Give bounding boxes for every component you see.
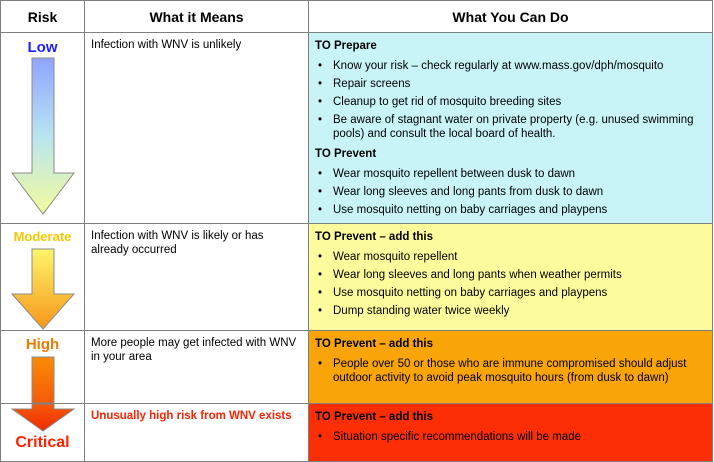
down-arrow-icon bbox=[1, 33, 85, 217]
prevent-list bbox=[315, 357, 706, 385]
risk-row-low bbox=[1, 33, 713, 224]
risk-cell-moderate bbox=[1, 224, 85, 331]
meaning-low: Infection with WNV is unlikely bbox=[85, 33, 309, 224]
list-item: • Wear long sleeves and long pants from dusk to dawn bbox=[333, 185, 706, 199]
risk-cell-high bbox=[1, 331, 85, 404]
actions-critical bbox=[309, 404, 713, 462]
prepare-list bbox=[315, 59, 706, 141]
risk-row-high bbox=[1, 331, 713, 404]
meaning-high: More people may get infected with WNV in your area bbox=[85, 331, 309, 404]
risk-cell-low bbox=[1, 33, 85, 224]
prevent-list bbox=[315, 250, 706, 318]
actions-high bbox=[309, 331, 713, 404]
header-what-it-means: What it Means bbox=[85, 1, 309, 33]
risk-level-low: Low bbox=[27, 39, 58, 56]
down-arrow-head-icon bbox=[1, 404, 85, 462]
list-item: • Dump standing water twice weekly bbox=[333, 304, 706, 318]
list-item: • Repair screens bbox=[333, 77, 706, 91]
risk-level-high: High bbox=[25, 336, 60, 353]
header-what-you-can-do: What You Can Do bbox=[309, 1, 713, 33]
actions-low bbox=[309, 33, 713, 224]
list-item: • Use mosquito netting on baby carriages and playpens bbox=[333, 203, 706, 217]
list-item: • Cleanup to get rid of mosquito breeding sites bbox=[333, 95, 706, 109]
section-title-to-prevent-add: TO Prevent – add this bbox=[315, 411, 434, 423]
list-item: • Know your risk – check regularly at www.mass.gov/dph/mosquito bbox=[333, 59, 706, 73]
section-title-to-prevent-add: TO Prevent – add this bbox=[315, 231, 434, 243]
list-item: • People over 50 or those who are immune compromised should adjust outdoor activity to avoid peak mosquito hours (from dusk to dawn) bbox=[333, 357, 706, 385]
list-item: • Wear mosquito repellent between dusk to dawn bbox=[333, 167, 706, 181]
risk-cell-critical bbox=[1, 404, 85, 462]
meaning-moderate: Infection with WNV is likely or has already occurred bbox=[85, 224, 309, 331]
header-row bbox=[1, 1, 713, 33]
meaning-critical: Unusually high risk from WNV exists bbox=[85, 404, 309, 462]
prevent-list bbox=[315, 430, 706, 444]
risk-level-critical: Critical bbox=[15, 434, 70, 451]
header-risk: Risk bbox=[1, 1, 85, 33]
list-item: • Use mosquito netting on baby carriages and playpens bbox=[333, 286, 706, 300]
list-item: • Wear long sleeves and long pants when weather permits bbox=[333, 268, 706, 282]
list-item: • Wear mosquito repellent bbox=[333, 250, 706, 264]
risk-level-moderate: Moderate bbox=[13, 229, 72, 244]
section-title-to-prevent: TO Prevent bbox=[315, 148, 377, 160]
risk-row-moderate bbox=[1, 224, 713, 331]
risk-row-critical bbox=[1, 404, 713, 462]
list-item: • Be aware of stagnant water on private property (e.g. unused swimming pools) and consult the local board of health. bbox=[333, 113, 706, 141]
list-item: • Situation specific recommendations will be made bbox=[333, 430, 706, 444]
prevent-list bbox=[315, 167, 706, 217]
section-title-to-prevent-add: TO Prevent – add this bbox=[315, 338, 434, 350]
section-title-to-prepare: TO Prepare bbox=[315, 40, 377, 52]
actions-moderate bbox=[309, 224, 713, 331]
